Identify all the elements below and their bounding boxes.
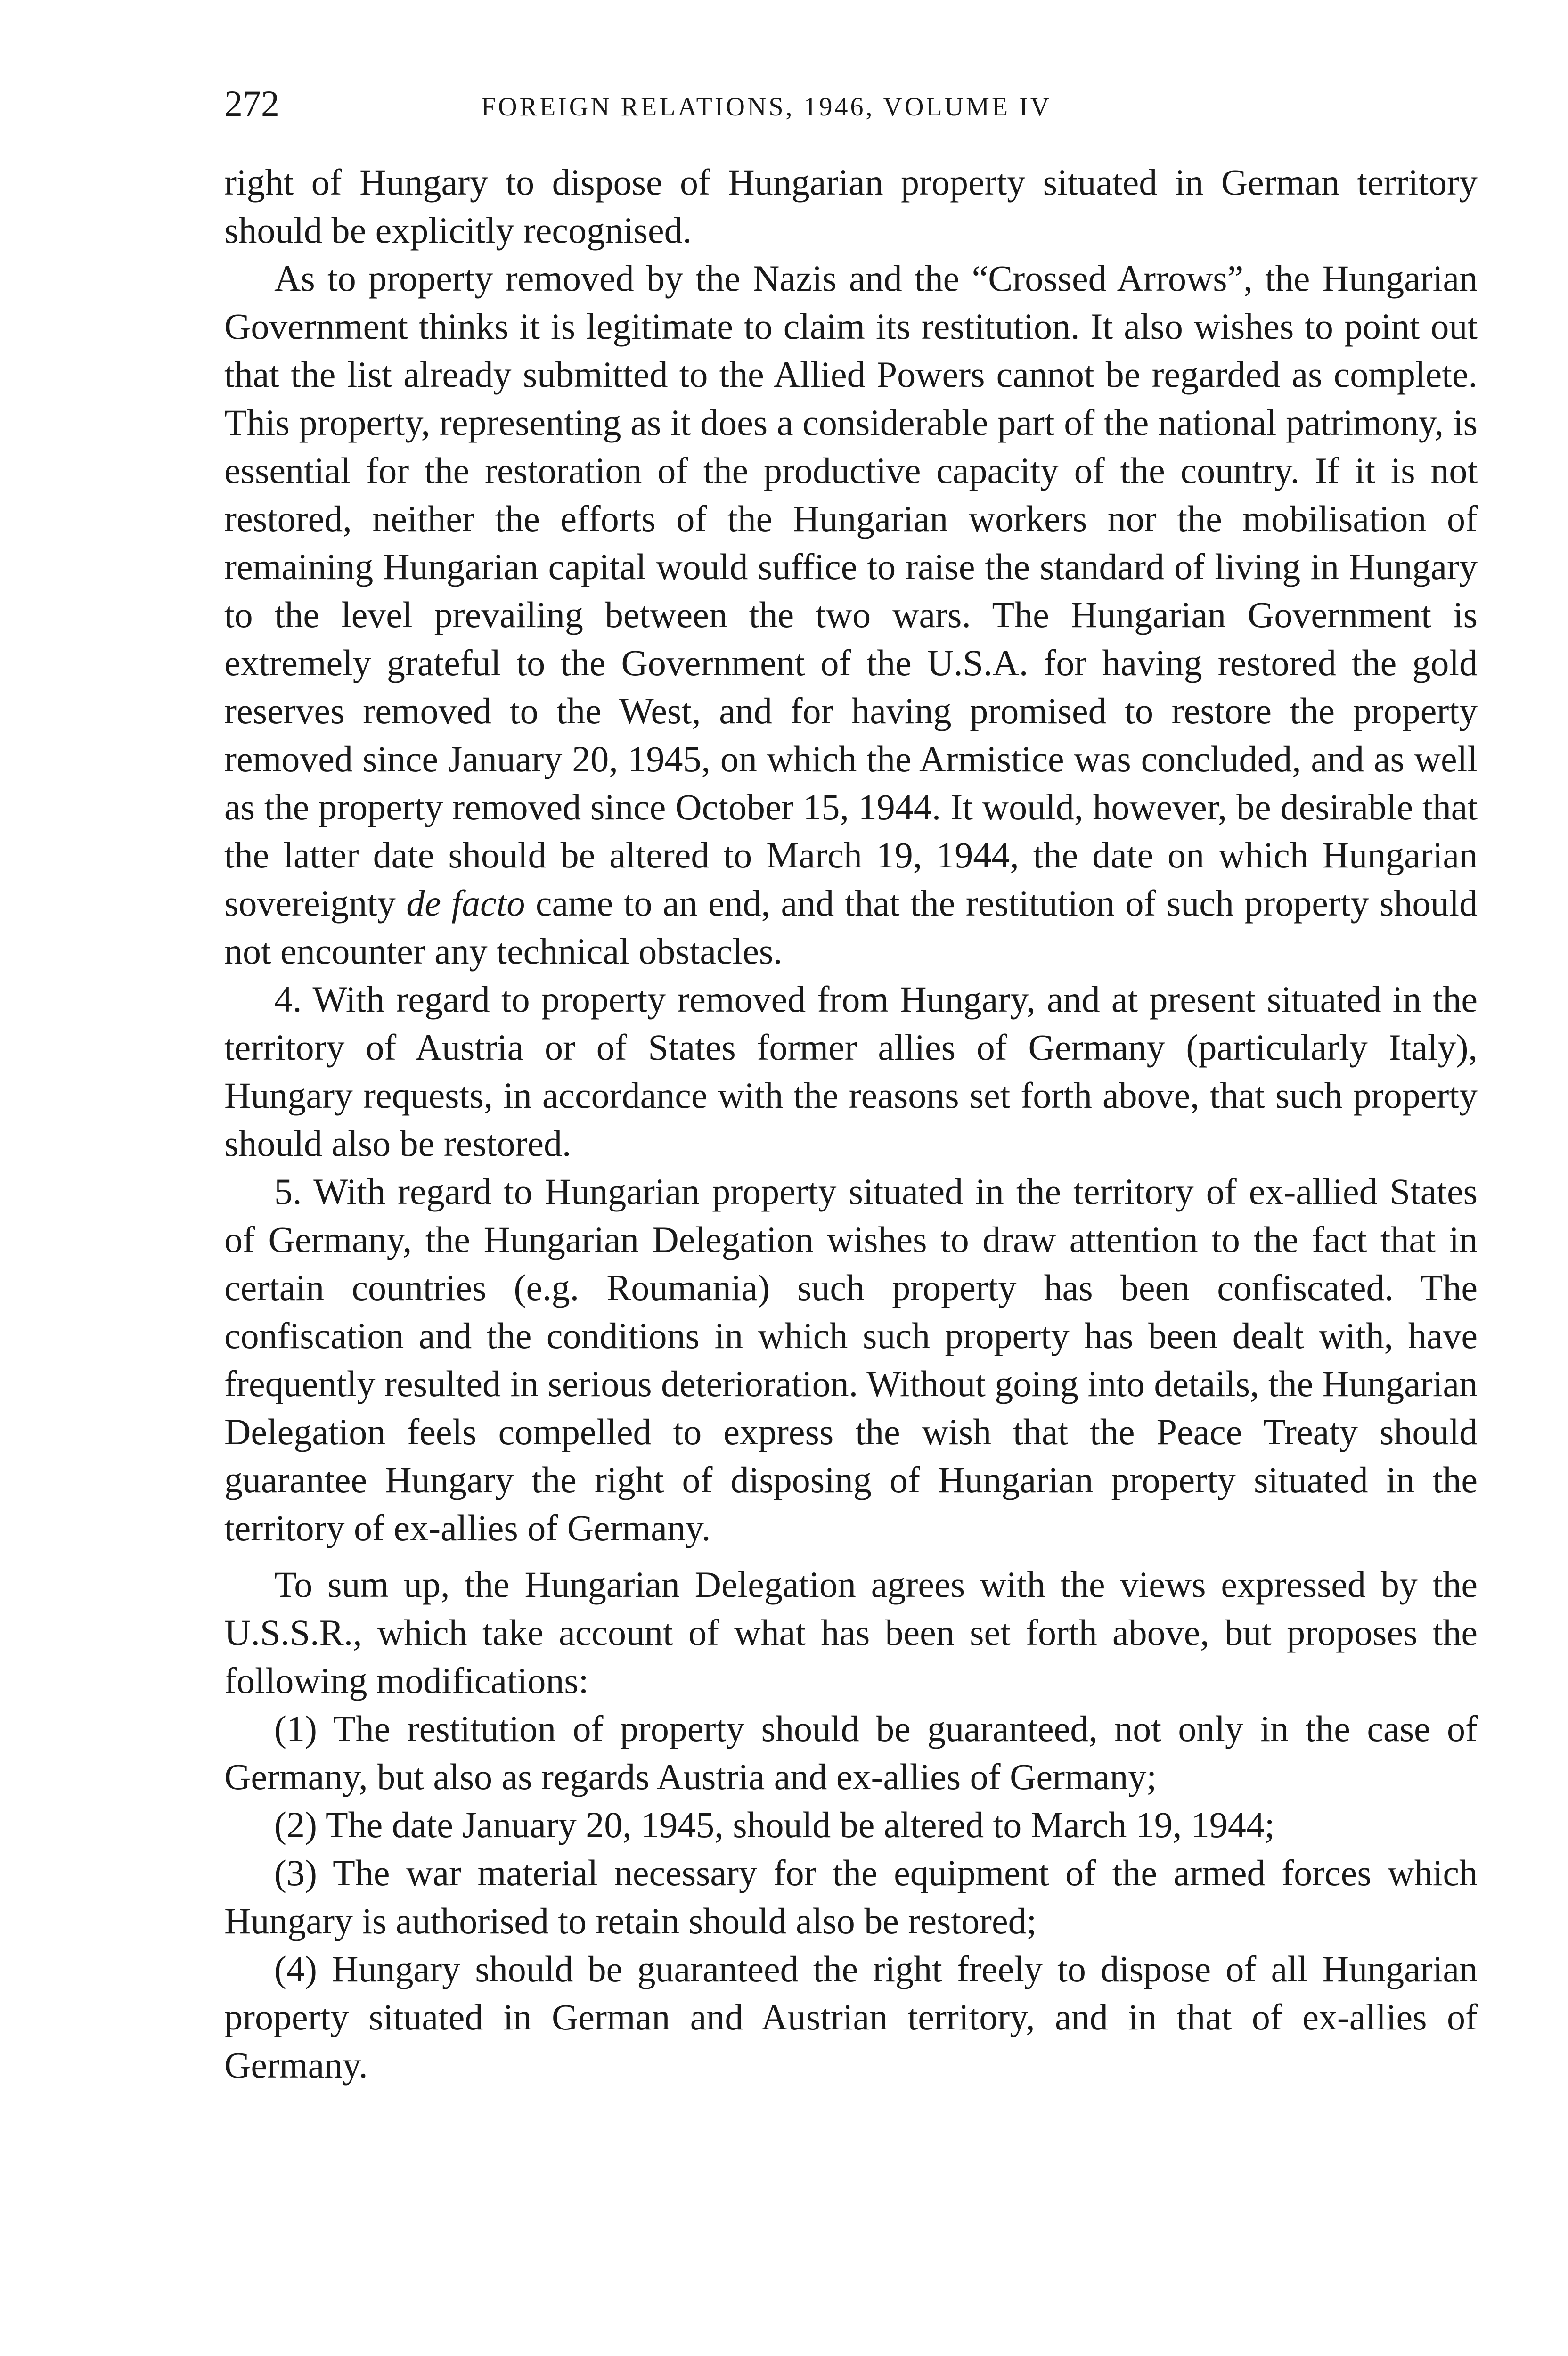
- document-page: [224, 80, 1478, 2089]
- list-item-modification-2: (2) The date January 20, 1945, should be altered to March 19, 1944;: [274, 1804, 1275, 1845]
- paragraph-point-4: 4. With regard to property removed from Hungary, and at present situated in the territory of Austria or of States former allies of Germany (particularly Italy), Hungary requests, in accordance with the reasons set forth above, that such property should also be restored.: [224, 979, 1478, 1164]
- paragraph-summary: To sum up, the Hungarian Delegation agrees with the views expressed by the U.S.S.R., which take account of what has been set forth above, but proposes the following modifications:: [224, 1564, 1478, 1701]
- page-number: 272: [224, 83, 279, 124]
- paragraph-text: As to property removed by the Nazis and the “Crossed Arrows”, the Hungarian Government thinks it is legitimate to claim its restitution. It also wishes to point out that the list already submitted to the Allied Powers cannot be regarded as complete. This property, representing as it does a considerable part of the national patrimony, is essential for the restoration of the productive capacity of the country. If it is not restored, neither the efforts of the Hungarian workers nor the mobilisation of remaining Hungarian capital would suffice to raise the standard of living in Hungary to the level prevailing between the two wars. The Hungarian Government is extremely grateful to the Government of the U.S.A. for having restored the gold reserves removed to the West, and for having promised to restore the property removed since January 20, 1945, on which the Armistice was concluded, and as well as the property removed since October 15, 1944. It would, however, be desirable that the latter date should be altered to March 19, 1944, the date on which Hungarian sovereignty: [224, 258, 1478, 924]
- body-text: [224, 158, 1478, 2089]
- running-title: FOREIGN RELATIONS, 1946, VOLUME IV: [481, 92, 1052, 122]
- paragraph-text: came to an end, and that the restitution of such property should not encounter any technical obstacles.: [224, 883, 1478, 972]
- list-item-modification-4: (4) Hungary should be guaranteed the right freely to dispose of all Hungarian property situated in German and Austrian territory, and in that of ex-allies of Germany.: [224, 1948, 1478, 2086]
- italic-phrase: de facto: [406, 883, 525, 924]
- paragraph-continuation: right of Hungary to dispose of Hungarian property situated in German territory should be explicitly recognised.: [224, 162, 1478, 251]
- running-header: [224, 80, 1478, 137]
- paragraph-point-5: 5. With regard to Hungarian property situated in the territory of ex-allied States of Germany, the Hungarian Delegation wishes to draw attention to the fact that in certain countries (e.g. Roumania) such property has been confiscated. The confiscation and the conditions in which such property has been dealt with, have frequently resulted in serious deterioration. Without going into details, the Hungarian Delegation feels compelled to express the wish that the Peace Treaty should guarantee Hungary the right of disposing of Hungarian property situated in the territory of ex-allies of Germany.: [224, 1171, 1478, 1548]
- list-item-modification-3: (3) The war material necessary for the equipment of the armed forces which Hungary is authorised to retain should also be restored;: [224, 1852, 1478, 1941]
- list-item-modification-1: (1) The restitution of property should be guaranteed, not only in the case of Germany, but also as regards Austria and ex-allies of Germany;: [224, 1708, 1478, 1797]
- paragraph-crossed-arrows: [224, 254, 1478, 975]
